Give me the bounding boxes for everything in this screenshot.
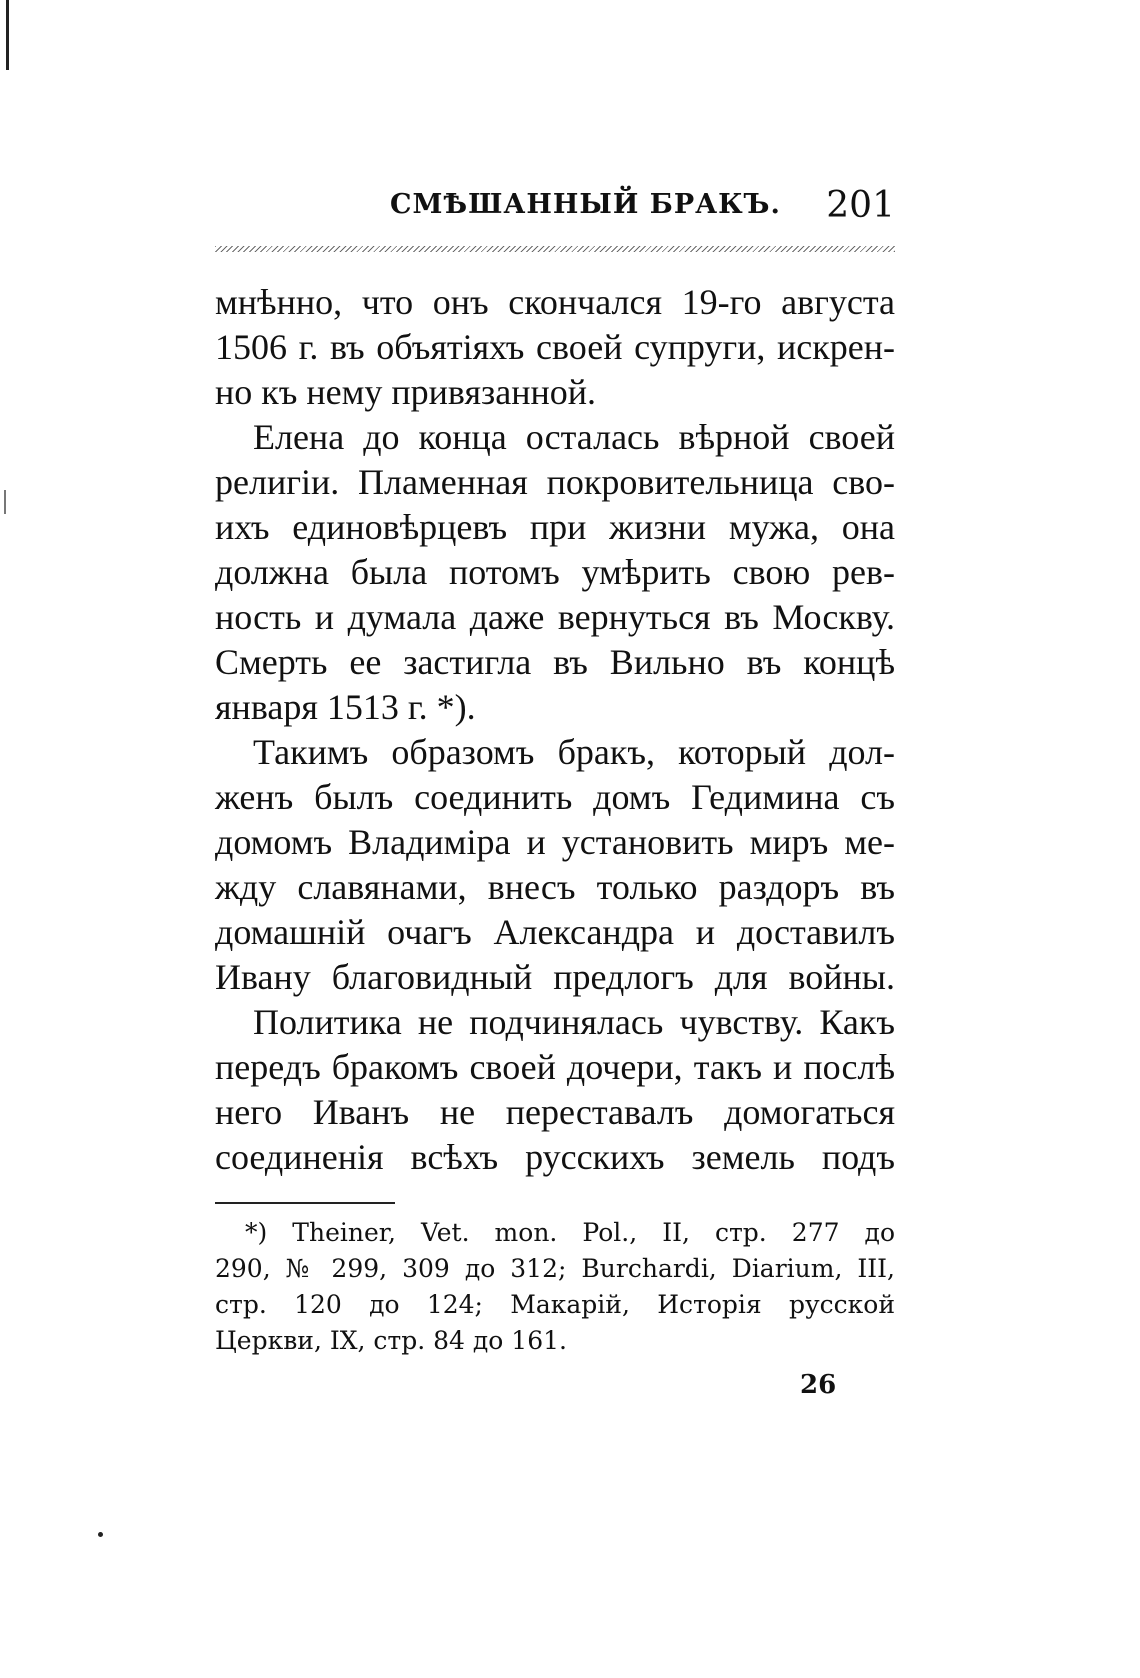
text-line: религіи. Пламенная покровительница сво- <box>215 462 895 502</box>
text-line: ность и думала даже вернуться въ Москву. <box>215 597 895 637</box>
signature-mark: 26 <box>800 1370 837 1400</box>
text-line: Смерть ее застигла въ Вильно въ концѣ <box>215 642 895 682</box>
text-line: должна была потомъ умѣрить свою рев- <box>215 552 895 592</box>
text-line: жду славянами, внесъ только раздоръ въ <box>215 867 895 907</box>
text-line: мнѣнно, что онъ скончался 19-го августа <box>215 282 895 322</box>
text-line: женъ былъ соединить домъ Гедимина съ <box>215 777 895 817</box>
footnote-rule <box>215 1202 395 1204</box>
text-line: ихъ единовѣрцевъ при жизни мужа, она <box>215 507 895 547</box>
footnote-line: 290, № 299, 309 до 312; Burchardi, Diarium, III, <box>215 1254 895 1283</box>
text-line: но къ нему привязанной. <box>215 372 597 412</box>
scan-speck <box>98 1532 103 1537</box>
text-line: домашній очагъ Александра и доставилъ <box>215 912 895 952</box>
text-line: передъ бракомъ своей дочери, такъ и послѣ <box>215 1047 895 1087</box>
footnote-line: стр. 120 до 124; Макарій, Исторія русской <box>215 1290 895 1319</box>
text-line: Политика не подчинялась чувству. Какъ <box>253 1002 895 1042</box>
text-line: 1506 г. въ объятіяхъ своей супруги, искрен- <box>215 327 895 367</box>
running-head-title: СМѢШАННЫЙ БРАКЪ. <box>390 189 781 220</box>
body-text <box>215 280 895 1180</box>
text-line: соединенія всѣхъ русскихъ земель подъ <box>215 1137 895 1177</box>
scan-edge-mark <box>6 0 9 70</box>
scan-edge-mark <box>4 490 6 514</box>
running-head <box>215 185 895 235</box>
text-line: Елена до конца осталась вѣрной своей <box>253 417 895 457</box>
text-line: января 1513 г. *). <box>215 687 476 727</box>
text-line: Ивану благовидный предлогъ для войны. <box>215 957 895 997</box>
text-line: домомъ Владиміра и установить миръ ме- <box>215 822 895 862</box>
text-line: Такимъ образомъ бракъ, который дол- <box>253 732 895 772</box>
footnote-line: *) Theiner, Vet. mon. Pol., II, стр. 277 до <box>245 1218 895 1247</box>
page-number: 201 <box>826 185 895 226</box>
footnote <box>215 1215 895 1359</box>
text-line: него Иванъ не переставалъ домогаться <box>215 1092 895 1132</box>
footnote-line: Церкви, IX, стр. 84 до 161. <box>215 1326 567 1355</box>
header-rule <box>215 246 895 252</box>
